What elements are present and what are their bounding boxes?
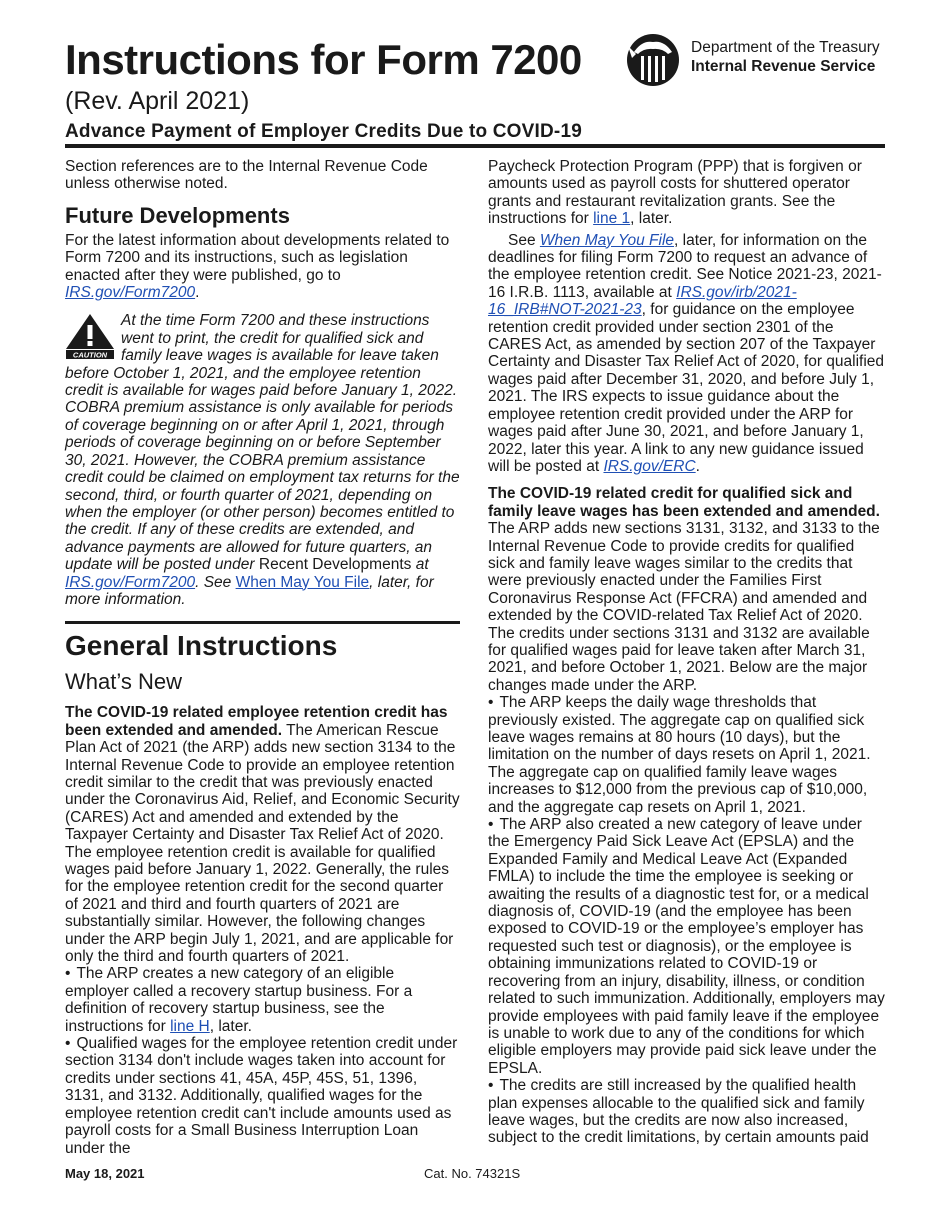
line-h-link[interactable]: line H (170, 1017, 210, 1035)
irs-irb-link[interactable]: IRS.gov/irb/2021-16_IRB#NOT-2021-23 (488, 283, 797, 319)
agency-name (691, 38, 880, 76)
general-instructions-heading: General Instructions (65, 630, 338, 662)
section-rule (65, 621, 460, 624)
future-developments-text: For the latest information about developments related to Form 7200 and its instructions, such as legislation enacted after they were published, go to IRS.gov/Form7200. (65, 231, 450, 302)
agency-line-2: Internal Revenue Service (691, 58, 876, 75)
erc-lead: The COVID-19 related employee retention credit has been extended and amended. (65, 704, 448, 739)
caution-icon (65, 313, 115, 359)
header-rule (65, 144, 885, 148)
revision-date: (Rev. April 2021) (65, 87, 250, 115)
whats-new-heading: What’s New (65, 669, 182, 695)
line-1-link[interactable]: line 1 (593, 210, 631, 228)
document-title: Instructions for Form 7200 (65, 36, 582, 83)
catalog-number: Cat. No. 74321S (424, 1166, 521, 1181)
when-may-you-file-link-2[interactable]: When May You File (539, 231, 675, 249)
future-developments-heading: Future Developments (65, 202, 290, 228)
sick-bullet-1: • The ARP keeps the daily wage thresholds that previously existed. The aggregate cap on qualified sick leave wages remains at 80 hours (10 days), but the limitation on the number of days resets on April 1, 2021. The aggregate cap on qualified family leave wages increases to $12,000 from the previous cap of $10,000, and the aggregate cap resets on April 1, 2021. (488, 694, 885, 816)
sick-leave-lead: The COVID-19 related credit for qualified sick and family leave wages has been extended and amended. (488, 485, 880, 520)
right-column (488, 158, 885, 1147)
erc-paragraph: The COVID-19 related employee retention credit has been extended and amended. The American Rescue Plan Act of 2021 (the ARP) adds new section 3134 to the Internal Revenue Code to provide an employee retention credit similar to the credit that was previously enacted under the Coronavirus Aid, Relief, and Economic Security (CARES) Act and amended and extended by the Taxpayer Certainty and Disaster Tax Relief Act of 2020. The employee retention credit is available for qualified wages paid before January 1, 2022. Generally, the rules for the employee retention credit for the second quarter of 2021 and third and fourth quarters of 2021 are substantially similar. However, the following changes under the ARP begin July 1, 2021, and are applicable for only the third and fourth quarters of 2021. (65, 704, 460, 966)
erc-bullet-2: • Qualified wages for the employee retention credit under section 3134 don't include wages taken into account for credits under sections 41, 45A, 45P, 45S, 51, 1396, 3131, and 3132. Additionally, qualified wages for the employee retention credit can't include amounts used as payroll costs for a Small Business Interruption Loan under the (65, 1035, 460, 1157)
document-subtitle: Advance Payment of Employer Credits Due to COVID-19 (65, 121, 582, 142)
irs-form7200-link[interactable]: IRS.gov/Form7200 (65, 284, 196, 302)
caution-box: CAUTION At the time Form 7200 and these instructions went to print, the credit for qualified sick and family leave wages is available for leave taken before October 1, 2021, and the employee retention credit is available for wages paid before January 1, 2022. COBRA premium assistance is only available for periods of coverage beginning on or after April 1, 2021, through periods of coverage beginning on or before September 30, 2021. However, the COBRA premium assistance credit could be claimed on employment tax returns for the second, third, or fourth quarter of 2021, depending on when the employer (or other person) becomes entitled to the credit. If any of these credits are extended, and advance payments are allowed for future quarters, an update will be posted under Recent Developments at IRS.gov/Form7200. See When May You File, later, for more information. (65, 312, 460, 608)
sick-bullet-3: • The credits are still increased by the qualified health plan expenses allocable to the qualified sick and family leave wages, but the credits are now also increased, subject to the credit limitations, by certain amounts paid (488, 1077, 885, 1147)
intro-text: Section references are to the Internal Revenue Code unless otherwise noted. (65, 158, 428, 193)
caution-text: At the time Form 7200 and these instructions went to print, the credit for qualified sick and family leave wages is available for leave taken before October 1, 2021, and the employee retention credit is available for wages paid before January 1, 2022. COBRA premium assistance is only available for periods of coverage beginning on or after April 1, 2021, through periods of coverage beginning on or before September 30, 2021. However, the COBRA premium assistance credit could be claimed on employment tax returns for the second, third, or fourth quarter of 2021, depending on when the employer (or other person) becomes entitled to the credit. If any of these credits are extended, and advance payments are allowed for future quarters, an update will be posted under (65, 312, 460, 574)
irs-erc-link[interactable]: IRS.gov/ERC (603, 457, 696, 475)
sick-bullet-2: • The ARP also created a new category of leave under the Emergency Paid Sick Leave Act (EPSLA) and the Expanded Family and Medical Leave Act (Expanded FMLA) to include the time the employee is seeking or awaiting the results of a diagnostic test for, or a medical diagnosis of, COVID-19 (and the employee has been exposed to COVID-19 or the employee’s employer has requested such test or diagnosis), or the employee is obtaining immunizations related to COVID-19 or recovering from an injury, disability, illness, or condition related to such immunization. Additionally, employers may provide employees with paid family leave if the employee is unable to work due to any of the conditions for which eligible employers may provide paid sick leave under the EPSLA. (488, 816, 885, 1077)
footer-date: May 18, 2021 (65, 1166, 145, 1181)
when-may-you-file-link[interactable]: When May You File (235, 573, 370, 591)
recent-developments-label: Recent Developments (258, 556, 412, 574)
ppp-continuation: Paycheck Protection Program (PPP) that is forgiven or amounts used as payroll costs for shuttered operator grants and restaurant revitalization grants. See the instructions for line 1, later. (488, 158, 862, 228)
erc-bullet-1: • The ARP creates a new category of an eligible employer called a recovery startup business. For a definition of recovery startup business, see the instructions for line H, later. (65, 965, 460, 1035)
left-column (65, 158, 460, 1157)
irs-eagle-logo-icon (622, 32, 686, 88)
see-when-paragraph: See When May You File, later, for information on the deadlines for filing Form 7200 to request an advance of the employee retention credit. See Notice 2021-23, 2021-16 I.R.B. 1113, available at IRS.gov/irb/2021-16_IRB#NOT-2021-23, for guidance on the employee retention credit provided under section 2301 of the CARES Act, as amended by section 207 of the Taxpayer Certainty and Disaster Tax Relief Act of 2020, for qualified wages paid after December 31, 2020, and before July 1, 2021. The IRS expects to issue guidance about the employee retention credit provided under the ARP for wages paid after June 30, 2021, and before January 1, 2022, later this year. A link to any new guidance issued will be posted at IRS.gov/ERC. (488, 231, 885, 475)
caution-form7200-link[interactable]: IRS.gov/Form7200 (65, 573, 196, 591)
caution-label: CAUTION (72, 350, 108, 360)
sick-leave-paragraph: The COVID-19 related credit for qualified sick and family leave wages has been extended and amended. The ARP adds new sections 3131, 3132, and 3133 to the Internal Revenue Code to provide credits for qualified sick and family leave wages similar to the credits that were previously enacted under the Families First Coronavirus Response Act (FFCRA) and amended and extended by the COVID-related Tax Relief Act of 2020. The credits under sections 3131 and 3132 are available for qualified wages paid for leave taken after March 31, 2021, and before October 1, 2021. Below are the major changes made under the ARP. (488, 485, 880, 694)
agency-line-1: Department of the Treasury (691, 39, 880, 56)
